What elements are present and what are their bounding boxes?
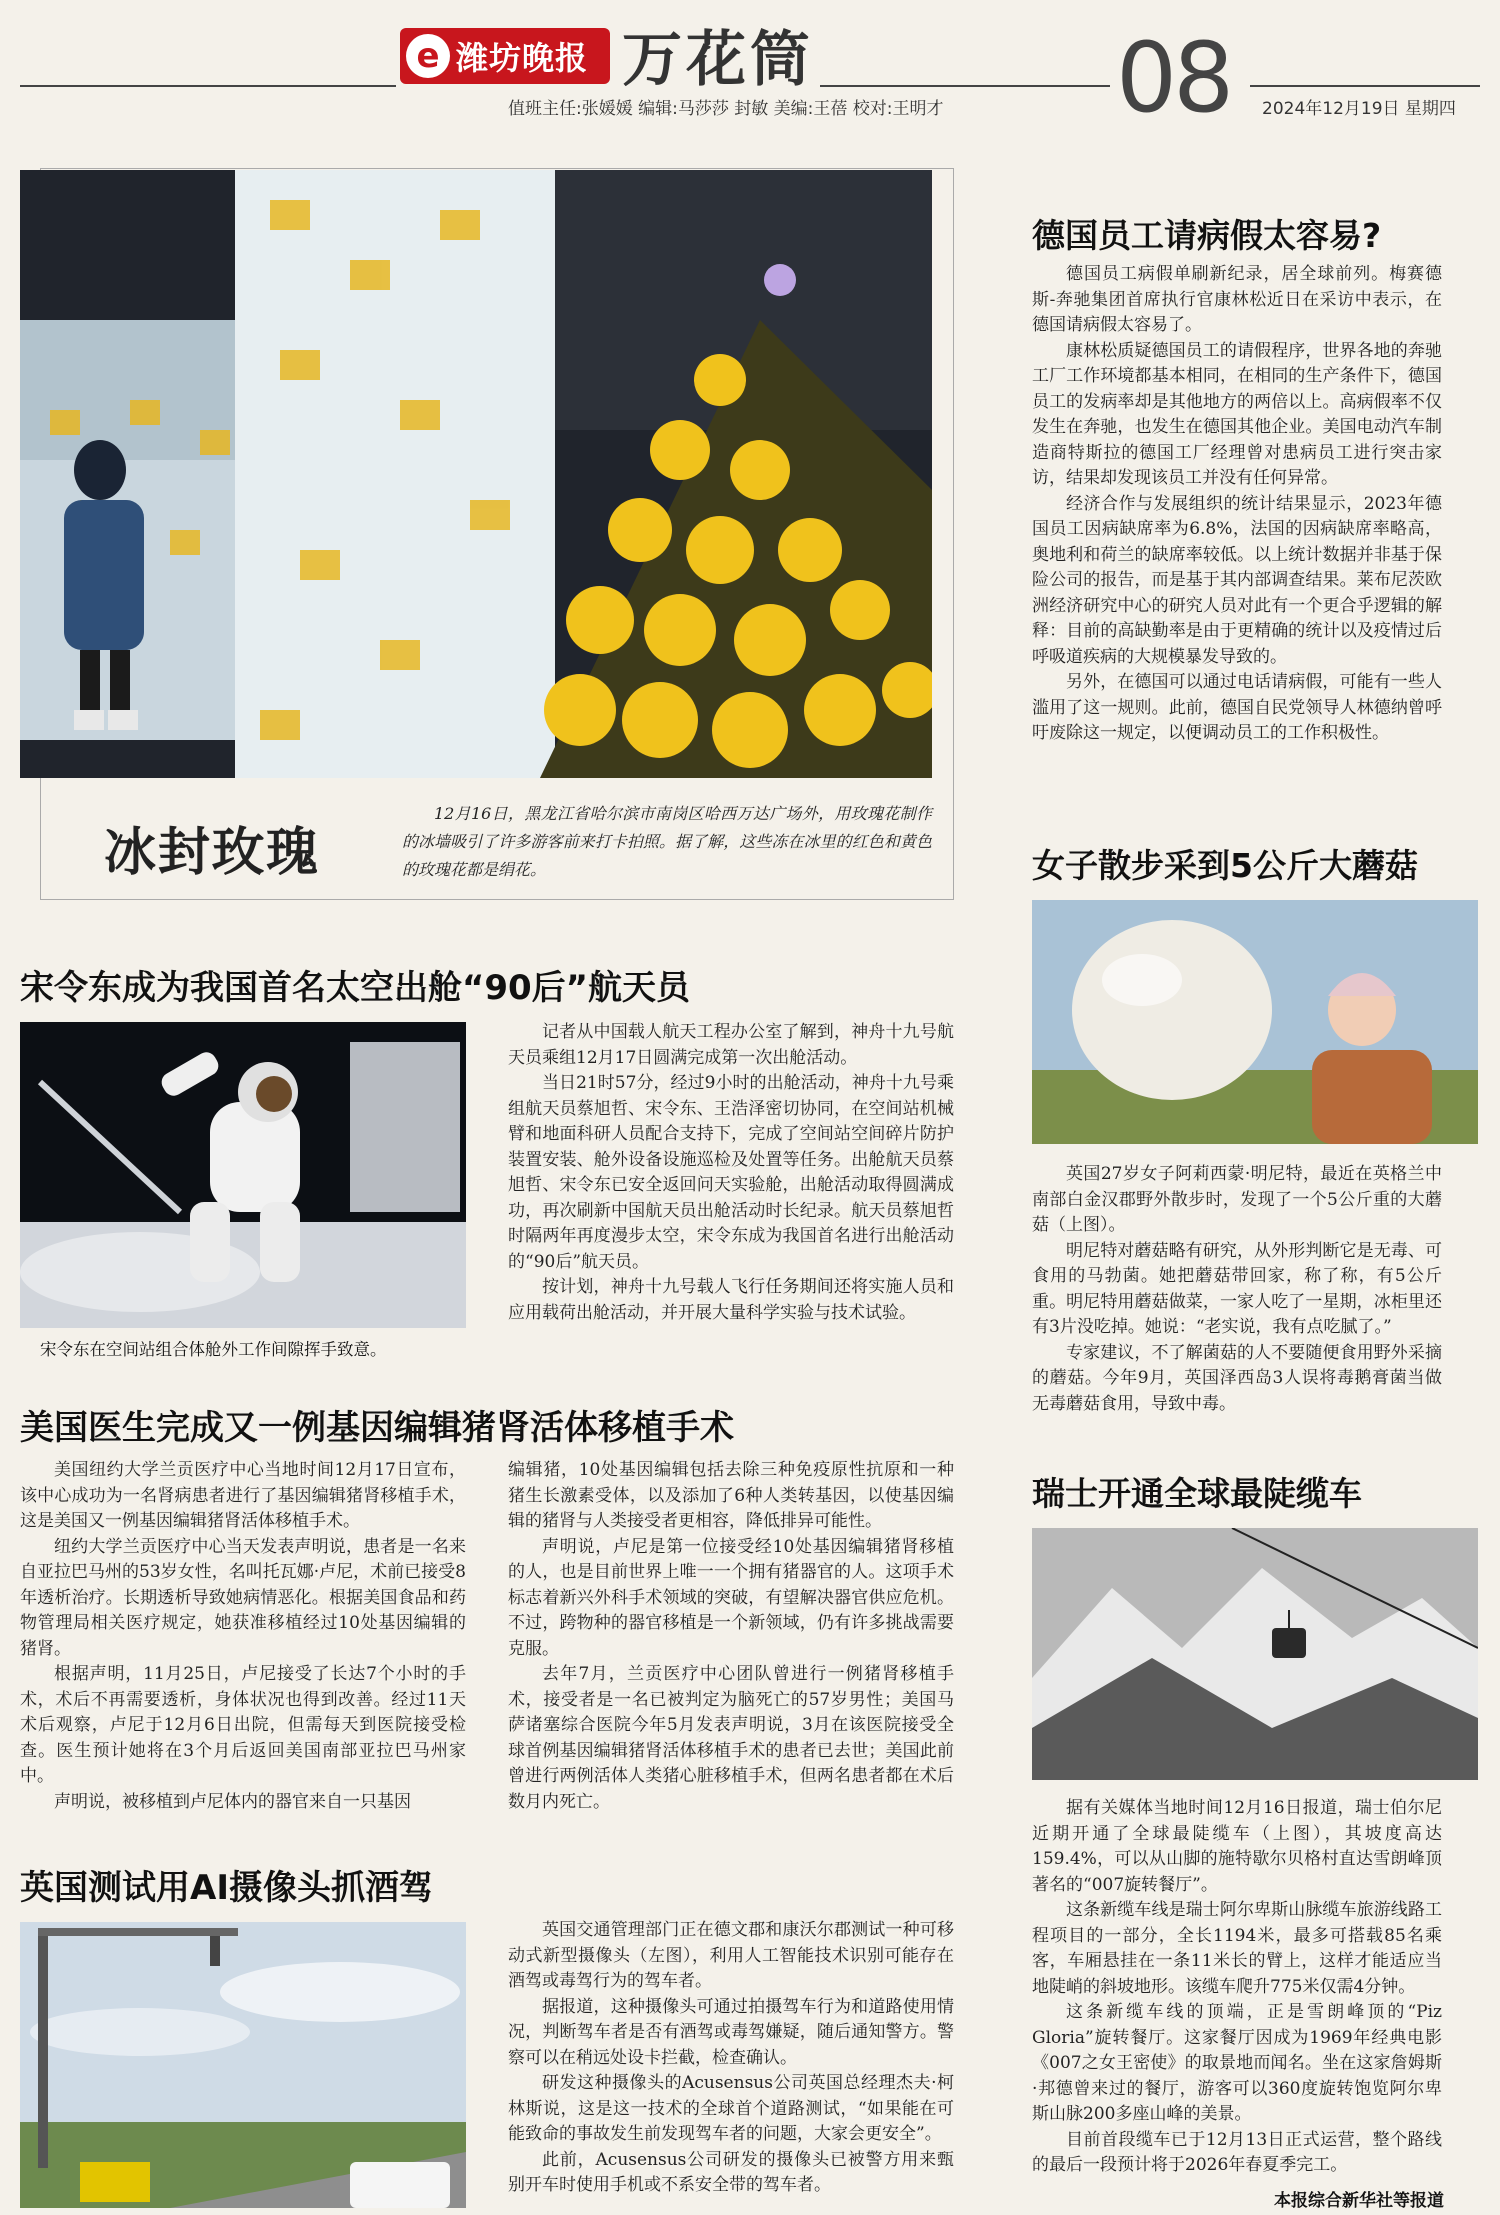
article-paragraph: 美国纽约大学兰贡医疗中心当地时间12月17日宣布，该中心成功为一名肾病患者进行了基因编辑猪肾移植手术，这是美国又一例基因编辑猪肾活体移植手术。 [20,1460,466,1531]
ai-camera-headline: 英国测试用AI摄像头抓酒驾 [20,1868,433,1908]
article-paragraph: 德国员工病假单刷新纪录，居全球前列。梅赛德斯-奔驰集团首席执行官康林松近日在采访中表示，在德国请病假太容易了。 [1032,264,1442,335]
article-paragraph: 这条新缆车线是瑞士阿尔卑斯山脉缆车旅游线路工程项目的一部分，全长1194米，最多可搭载85名乘客，车厢悬挂在一条11米长的臂上，这样才能适应当地陡峭的斜坡地形。该缆车爬升775米仅需4分钟。 [1032,1900,1442,1997]
pig-kidney-headline: 美国医生完成又一例基因编辑猪肾活体移植手术 [20,1408,734,1448]
issue-date: 2024年12月19日 星期四 [1262,99,1456,119]
mushroom-article [1032,1162,1442,1417]
article-paragraph: 根据声明，11月25日，卢尼接受了长达7个小时的手术，术后不再需要透析，身体状况也得到改善。经过11天术后观察，卢尼于12月6日出院，但需每天到医院接受检查。医生预计她将在3个月后返回美国南部亚拉巴马州家中。 [20,1664,466,1786]
article-paragraph: 此前，Acusensus公司研发的摄像头已被警方用来甄别开车时使用手机或不系安全带的驾车者。 [508,2149,954,2195]
astronaut-illustration [20,1022,466,1328]
article-paragraph: 当日21时57分，经过9小时的出舱活动，神舟十九号乘组航天员蔡旭哲、宋令东、王浩泽密切协同，在空间站机械臂和地面科研人员配合支持下，完成了空间站空间碎片防护装置安装、舱外设备设施巡检及处置等任务。出舱航天员蔡旭哲、宋令东已安全返回问天实验舱，出舱活动取得圆满成功，再次刷新中国航天员出舱活动时长纪录。航天员蔡旭哲时隔两年再度漫步太空，宋令东成为我国首名进行出舱活动的“90后”航天员。 [508,1073,954,1272]
mushroom-illustration [1032,900,1478,1144]
article-paragraph: 声明说，被移植到卢尼体内的器官来自一只基因 [54,1791,411,1812]
astronaut-article [508,1020,954,1326]
ice-rose-photo [20,170,932,778]
article-paragraph: 记者从中国载人航天工程办公室了解到，神舟十九号航天员乘组12月17日圆满完成第一次出舱活动。 [508,1022,954,1068]
article-paragraph: 英国交通管理部门正在德文郡和康沃尔郡测试一种可移动式新型摄像头（左图），利用人工智能技术识别可能存在酒驾或毒驾行为的驾车者。 [508,1920,954,1991]
article-paragraph: 声明说，卢尼是第一位接受经10处基因编辑猪肾移植的人，也是目前世界上唯一一个拥有猪器官的人。这项手术标志着新兴外科手术领域的突破，有望解决器官供应危机。不过，跨物种的器官移植是一个新领域，仍有许多挑战需要克服。 [508,1536,954,1659]
article-paragraph: 另外，在德国可以通过电话请病假，可能有一些人滥用了这一规则。此前，德国自民党领导人林德纳曾呼吁废除这一规定，以便调动员工的工作积极性。 [1032,672,1442,743]
rose-story-caption: 12月16日，黑龙江省哈尔滨市南岗区哈西万达广场外，用玫瑰花制作的冰墙吸引了许多游客前来打卡拍照。据了解，这些冻在冰里的红色和黄色的玫瑰花都是绢花。 [402,804,932,879]
article-paragraph: 目前首段缆车已于12月13日正式运营，整个路线的最后一段预计将于2026年春夏季完工。 [1032,2129,1442,2175]
ai-camera-article [508,1918,954,2199]
pig-kidney-column-right [508,1458,954,1815]
pig-kidney-column-left [20,1458,466,1815]
astronaut-headline: 宋令东成为我国首名太空出舱“90后”航天员 [20,968,691,1008]
ice-rose-illustration [20,170,932,778]
article-paragraph: 去年7月，兰贡医疗中心团队曾进行一例猪肾移植手术，接受者是一名已被判定为脑死亡的57岁男性；美国马萨诸塞综合医院今年5月发表声明说，3月在该医院接受全球首例基因编辑猪肾活体移植手术的患者已去世；美国此前曾进行两例活体人类猪心脏移植手术，但两名患者都在术后数月内死亡。 [508,1664,954,1812]
article-paragraph: 按计划，神舟十九号载人飞行任务期间还将实施人员和应用载荷出舱活动，并开展大量科学实验与技术试验。 [508,1277,954,1323]
article-paragraph: 编辑猪，10处基因编辑包括去除三种免疫原性抗原和一种猪生长激素受体，以及添加了6种人类转基因，以使基因编辑的猪肾与人类接受者更相容，降低排异可能性。 [508,1460,954,1531]
page-number: 08 [1116,22,1231,134]
article-paragraph: 这条新缆车线的顶端，正是雪朗峰顶的“Piz Gloria”旋转餐厅。这家餐厅因成为1969年经典电影《007之女王密使》的取景地而闻名。坐在这家詹姆斯·邦德曾来过的餐厅，游客可以360度旋转饱览阿尔卑斯山脉200多座山峰的美景。 [1032,2002,1442,2124]
astronaut-caption: 宋令东在空间站组合体舱外工作间隙挥手致意。 [40,1340,387,1359]
newspaper-logo [400,28,610,84]
logo-e-icon: e [406,34,450,78]
article-paragraph: 据有关媒体当地时间12月16日报道，瑞士伯尔尼近期开通了全球最陡缆车（上图），其坡度高达159.4%，可以从山脚的施特歇尔贝格村直达雪朗峰顶著名的“007旋转餐厅”。 [1032,1798,1442,1895]
rose-story-title: 冰封玫瑰 [104,823,321,883]
source-credit: 本报综合新华社等报道 [1274,2191,1444,2211]
cable-car-headline: 瑞士开通全球最陡缆车 [1032,1474,1362,1513]
sick-leave-headline: 德国员工请病假太容易? [1032,216,1382,255]
cable-car-illustration [1032,1528,1478,1780]
masthead-rule-left [20,85,396,87]
article-paragraph: 据报道，这种摄像头可通过拍摄驾车行为和道路使用情况，判断驾车者是否有酒驾或毒驾嫌疑，随后通知警方。警察可以在稍远处设卡拦截，检查确认。 [508,1996,954,2068]
logo-text: 潍坊晚报 [456,39,589,77]
article-paragraph: 专家建议，不了解菌菇的人不要随便食用野外采摘的蘑菇。今年9月，英国泽西岛3人误将毒鹅膏菌当做无毒蘑菇食用，导致中毒。 [1032,1342,1442,1414]
article-paragraph: 纽约大学兰贡医疗中心当天发表声明说，患者是一名来自亚拉巴马州的53岁女性，名叫托瓦娜·卢尼，术前已接受8年透析治疗。长期透析导致她病情恶化。根据美国食品和药物管理局相关医疗规定，她获准移植经过10处基因编辑的猪肾。 [20,1536,466,1659]
cable-car-article [1032,1796,1442,2179]
ai-camera-photo [20,1922,466,2208]
article-paragraph: 研发这种摄像头的Acusensus公司英国总经理杰夫·柯林斯说，这是这一技术的全球首个道路测试，“如果能在可能致命的事故发生前发现驾车者的问题，大家会更安全”。 [508,2073,954,2144]
section-title: 万花筒 [622,25,814,95]
sick-leave-article [1032,262,1442,747]
article-paragraph: 康林松质疑德国员工的请假程序，世界各地的奔驰工厂工作环境都基本相同，在相同的生产条件下，德国员工的发病率却是其他地方的两倍以上。高病假率不仅发生在奔驰，也发生在德国其他企业。美国电动汽车制造商特斯拉的德国工厂经理曾对患病员工进行突击家访，结果却发现该员工并没有任何异常。 [1032,340,1442,488]
astronaut-photo [20,1022,466,1328]
article-paragraph: 经济合作与发展组织的统计结果显示，2023年德国员工因病缺席率为6.8%，法国的因病缺席率略高，奥地利和荷兰的缺席率较低。以上统计数据并非基于保险公司的报告，而是基于其内部调查结果。莱布尼茨欧洲经济研究中心的研究人员对此有一个更合乎逻辑的解释：目前的高缺勤率是由于更精确的统计以及疫情过后呼吸道疾病的大规模暴发导致的。 [1032,493,1442,667]
article-paragraph: 明尼特对蘑菇略有研究，从外形判断它是无毒、可食用的马勃菌。她把蘑菇带回家，称了称，有5公斤重。明尼特用蘑菇做菜，一家人吃了一星期，冰柜里还有3片没吃掉。她说：“老实说，我有点吃腻了。” [1032,1240,1442,1337]
editor-credits: 值班主任:张媛媛 编辑:马莎莎 封敏 美编:王蓓 校对:王明才 [508,99,944,119]
ai-camera-illustration [20,1922,466,2208]
mushroom-photo [1032,900,1478,1144]
masthead-rule-far-right [1250,85,1480,87]
mushroom-headline: 女子散步采到5公斤大蘑菇 [1032,846,1418,885]
cable-car-photo [1032,1528,1478,1780]
article-paragraph: 英国27岁女子阿莉西蒙·明尼特，最近在英格兰中南部白金汉郡野外散步时，发现了一个5公斤重的大蘑菇（上图）。 [1032,1164,1442,1235]
masthead-rule-right [820,85,1110,87]
